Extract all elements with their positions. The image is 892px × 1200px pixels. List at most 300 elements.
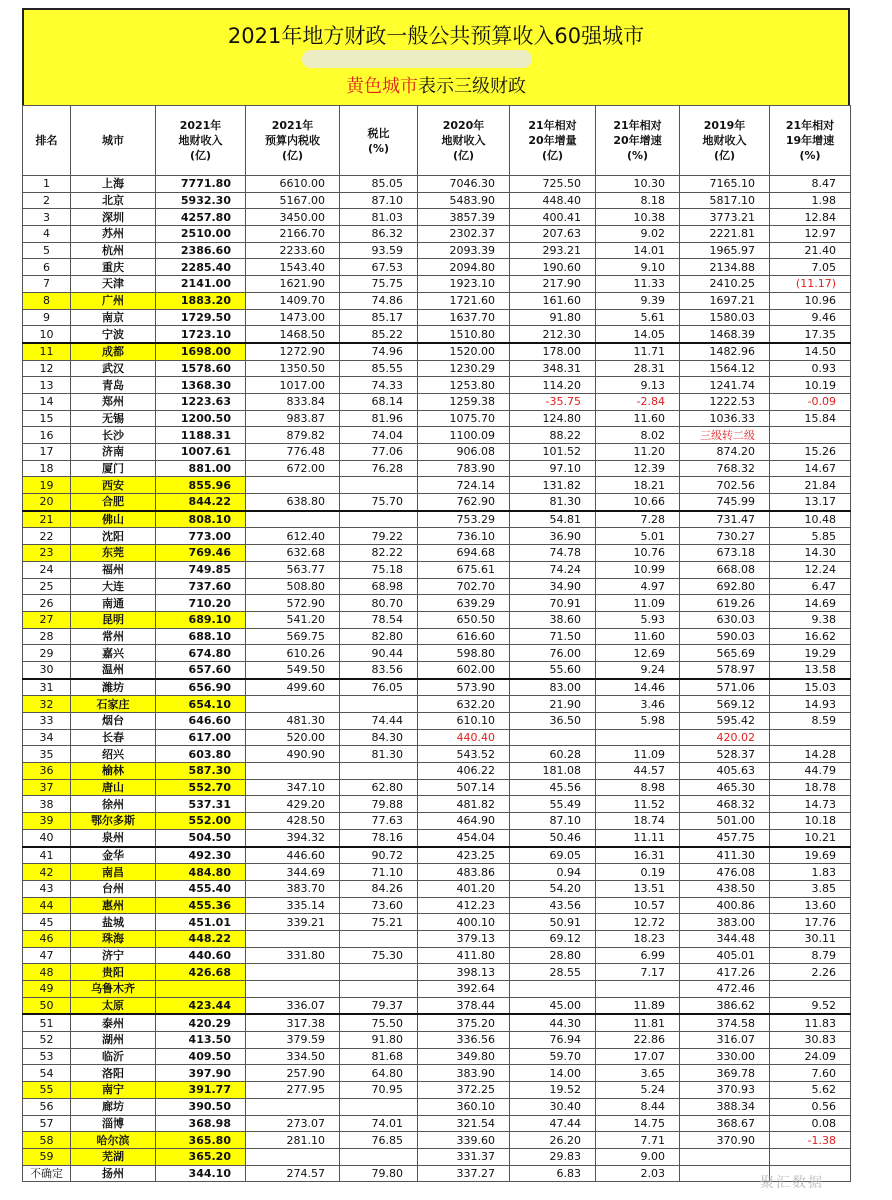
- table-row: [23, 209, 851, 226]
- cell-income-2019: 2134.88: [680, 259, 770, 276]
- cell-rank: 23: [23, 545, 71, 562]
- cell-tax-ratio: [340, 477, 418, 494]
- cell-rank: 25: [23, 578, 71, 595]
- cell-rank: 38: [23, 796, 71, 813]
- cell-increase-vs-2020: 74.78: [510, 545, 596, 562]
- cell-rank: 39: [23, 813, 71, 830]
- cell-tax-2021: 610.26: [246, 645, 340, 662]
- cell-income-2019: 383.00: [680, 914, 770, 931]
- cell-income-2019: 731.47: [680, 511, 770, 528]
- cell-income-2019: 370.90: [680, 1132, 770, 1149]
- cell-tax-2021: 257.90: [246, 1065, 340, 1082]
- cell-income-2020: 339.60: [418, 1132, 510, 1149]
- cell-tax-ratio: 83.56: [340, 661, 418, 678]
- cell-rank: 30: [23, 661, 71, 678]
- cell-increase-vs-2020: 190.60: [510, 259, 596, 276]
- cell-tax-ratio: 81.30: [340, 746, 418, 763]
- cell-increase-vs-2020: 29.83: [510, 1148, 596, 1165]
- table-row: [23, 427, 851, 444]
- cell-tax-ratio: 76.85: [340, 1132, 418, 1149]
- table-row: [23, 176, 851, 193]
- cell-growth-vs-2019: 3.85: [770, 880, 851, 897]
- cell-income-2019: 619.26: [680, 595, 770, 612]
- cell-growth-vs-2019: 5.85: [770, 528, 851, 545]
- cell-increase-vs-2020: 725.50: [510, 176, 596, 193]
- cell-growth-vs-2019: 9.38: [770, 611, 851, 628]
- cell-tax-ratio: 75.30: [340, 947, 418, 964]
- cell-increase-vs-2020: [510, 729, 596, 746]
- cell-city: 湖州: [71, 1032, 156, 1049]
- table-body: [23, 176, 851, 1182]
- column-header-growth-vs-2019: 21年相对 19年增速 (%): [770, 106, 851, 176]
- cell-growth-vs-2019: 30.83: [770, 1032, 851, 1049]
- cell-tax-2021: 429.20: [246, 796, 340, 813]
- cell-rank: 31: [23, 679, 71, 696]
- cell-income-2021: 484.80: [156, 864, 246, 881]
- table-row: [23, 864, 851, 881]
- cell-rank: 27: [23, 611, 71, 628]
- cell-income-2019: 400.86: [680, 897, 770, 914]
- column-header-tax-ratio: 税比 (%): [340, 106, 418, 176]
- cell-income-2020: 507.14: [418, 779, 510, 796]
- cell-income-2019: 476.08: [680, 864, 770, 881]
- cell-growth-vs-2019: 13.58: [770, 661, 851, 678]
- cell-income-2021: 440.60: [156, 947, 246, 964]
- cell-increase-vs-2020: 114.20: [510, 377, 596, 394]
- cell-city: 南京: [71, 309, 156, 326]
- cell-income-2021: 689.10: [156, 611, 246, 628]
- cell-tax-ratio: 75.21: [340, 914, 418, 931]
- cell-rank: 58: [23, 1132, 71, 1149]
- column-header-city: 城市: [71, 106, 156, 176]
- cell-increase-vs-2020: 124.80: [510, 410, 596, 427]
- cell-income-2021: 617.00: [156, 729, 246, 746]
- blurred-overlay: [302, 50, 532, 68]
- cell-tax-ratio: 74.01: [340, 1115, 418, 1132]
- cell-income-2019: 745.99: [680, 494, 770, 511]
- cell-rank: 45: [23, 914, 71, 931]
- cell-growth-vs-2020: 11.09: [596, 595, 680, 612]
- cell-growth-vs-2020: 10.66: [596, 494, 680, 511]
- cell-tax-ratio: 74.04: [340, 427, 418, 444]
- cell-income-2020: 336.56: [418, 1032, 510, 1049]
- cell-tax-2021: 983.87: [246, 410, 340, 427]
- table-row: [23, 1048, 851, 1065]
- cell-growth-vs-2020: 14.01: [596, 242, 680, 259]
- cell-tax-ratio: 86.32: [340, 226, 418, 243]
- cell-income-2019: 501.00: [680, 813, 770, 830]
- cell-rank: 12: [23, 360, 71, 377]
- cell-tax-ratio: 79.80: [340, 1165, 418, 1182]
- cell-income-2019: 330.00: [680, 1048, 770, 1065]
- cell-income-2021: 7771.80: [156, 176, 246, 193]
- cell-tax-ratio: 81.03: [340, 209, 418, 226]
- cell-tax-ratio: 84.26: [340, 880, 418, 897]
- cell-growth-vs-2020: 7.28: [596, 511, 680, 528]
- cell-rank: 7: [23, 276, 71, 293]
- cell-growth-vs-2020: 17.07: [596, 1048, 680, 1065]
- cell-income-2019: 1697.21: [680, 292, 770, 309]
- cell-growth-vs-2020: 9.10: [596, 259, 680, 276]
- cell-city: 珠海: [71, 930, 156, 947]
- cell-increase-vs-2020: 0.94: [510, 864, 596, 881]
- cell-rank: 9: [23, 309, 71, 326]
- cell-growth-vs-2019: [770, 1148, 851, 1165]
- cell-tax-ratio: 85.22: [340, 326, 418, 343]
- cell-tax-2021: 879.82: [246, 427, 340, 444]
- cell-income-2020: 400.10: [418, 914, 510, 931]
- cell-income-2020: 411.80: [418, 947, 510, 964]
- cell-city: 郑州: [71, 393, 156, 410]
- cell-tax-2021: 6610.00: [246, 176, 340, 193]
- cell-income-2020: 337.27: [418, 1165, 510, 1182]
- table-row: [23, 377, 851, 394]
- table-row: [23, 930, 851, 947]
- cell-income-2021: 4257.80: [156, 209, 246, 226]
- column-header-income-2019: 2019年 地财收入 (亿): [680, 106, 770, 176]
- cell-rank: 10: [23, 326, 71, 343]
- table-row: [23, 897, 851, 914]
- table-row: [23, 1132, 851, 1149]
- cell-income-2020: 724.14: [418, 477, 510, 494]
- cell-growth-vs-2020: 3.46: [596, 696, 680, 713]
- cell-growth-vs-2019: 8.59: [770, 713, 851, 730]
- table-row: [23, 997, 851, 1014]
- table-row: [23, 226, 851, 243]
- cell-rank: 18: [23, 460, 71, 477]
- cell-growth-vs-2020: 0.19: [596, 864, 680, 881]
- cell-rank: 19: [23, 477, 71, 494]
- cell-income-2019: 578.97: [680, 661, 770, 678]
- cell-tax-ratio: 74.44: [340, 713, 418, 730]
- cell-income-2019: 768.32: [680, 460, 770, 477]
- cell-city: 大连: [71, 578, 156, 595]
- cell-income-2020: 702.70: [418, 578, 510, 595]
- cell-city: 佛山: [71, 511, 156, 528]
- cell-income-2021: 344.10: [156, 1165, 246, 1182]
- cell-tax-ratio: 77.63: [340, 813, 418, 830]
- cell-income-2021: 448.22: [156, 930, 246, 947]
- cell-tax-ratio: 75.18: [340, 561, 418, 578]
- cell-income-2020: 5483.90: [418, 192, 510, 209]
- cell-rank: 6: [23, 259, 71, 276]
- cell-income-2019: 405.01: [680, 947, 770, 964]
- cell-income-2020: 406.22: [418, 763, 510, 780]
- cell-growth-vs-2020: 7.17: [596, 964, 680, 981]
- cell-rank: 5: [23, 242, 71, 259]
- cell-city: 哈尔滨: [71, 1132, 156, 1149]
- cell-tax-ratio: 75.70: [340, 494, 418, 511]
- cell-growth-vs-2020: 14.05: [596, 326, 680, 343]
- table-header-row: [23, 106, 851, 176]
- cell-tax-ratio: 70.95: [340, 1082, 418, 1099]
- cell-increase-vs-2020: 348.31: [510, 360, 596, 377]
- cell-growth-vs-2020: 10.30: [596, 176, 680, 193]
- table-row: [23, 1165, 851, 1182]
- cell-tax-ratio: 77.06: [340, 444, 418, 461]
- cell-tax-2021: 776.48: [246, 444, 340, 461]
- cell-growth-vs-2020: 18.74: [596, 813, 680, 830]
- cell-growth-vs-2019: 7.05: [770, 259, 851, 276]
- cell-tax-ratio: 85.17: [340, 309, 418, 326]
- cell-income-2019: 316.07: [680, 1032, 770, 1049]
- cell-income-2020: 762.90: [418, 494, 510, 511]
- cell-rank: 14: [23, 393, 71, 410]
- cell-income-2020: 331.37: [418, 1148, 510, 1165]
- cell-city: 盐城: [71, 914, 156, 931]
- ranking-table: [22, 105, 851, 1182]
- cell-growth-vs-2020: 8.44: [596, 1098, 680, 1115]
- cell-income-2021: 656.90: [156, 679, 246, 696]
- cell-income-2020: 372.25: [418, 1082, 510, 1099]
- cell-tax-ratio: 90.72: [340, 847, 418, 864]
- cell-tax-2021: [246, 696, 340, 713]
- cell-city: 常州: [71, 628, 156, 645]
- cell-rank: 8: [23, 292, 71, 309]
- cell-income-2019: 374.58: [680, 1014, 770, 1031]
- cell-city: 东莞: [71, 545, 156, 562]
- cell-increase-vs-2020: 76.00: [510, 645, 596, 662]
- cell-tax-2021: [246, 981, 340, 998]
- cell-income-2020: 2094.80: [418, 259, 510, 276]
- cell-city: 厦门: [71, 460, 156, 477]
- cell-growth-vs-2020: 14.46: [596, 679, 680, 696]
- table-row: [23, 276, 851, 293]
- cell-city: 济宁: [71, 947, 156, 964]
- cell-income-2021: 1578.60: [156, 360, 246, 377]
- cell-city: 长春: [71, 729, 156, 746]
- cell-tax-2021: 481.30: [246, 713, 340, 730]
- cell-increase-vs-2020: 69.12: [510, 930, 596, 947]
- cell-income-2021: 365.20: [156, 1148, 246, 1165]
- cell-growth-vs-2019: 21.84: [770, 477, 851, 494]
- cell-rank: 43: [23, 880, 71, 897]
- cell-increase-vs-2020: 44.30: [510, 1014, 596, 1031]
- cell-income-2020: 464.90: [418, 813, 510, 830]
- cell-city: 芜湖: [71, 1148, 156, 1165]
- cell-growth-vs-2019: 17.76: [770, 914, 851, 931]
- cell-city: 广州: [71, 292, 156, 309]
- cell-growth-vs-2020: -2.84: [596, 393, 680, 410]
- cell-growth-vs-2020: 2.03: [596, 1165, 680, 1182]
- cell-city: 嘉兴: [71, 645, 156, 662]
- cell-income-2021: 646.60: [156, 713, 246, 730]
- cell-income-2021: 420.29: [156, 1014, 246, 1031]
- cell-income-2021: 710.20: [156, 595, 246, 612]
- cell-growth-vs-2020: 9.39: [596, 292, 680, 309]
- cell-tax-ratio: 91.80: [340, 1032, 418, 1049]
- cell-rank: 34: [23, 729, 71, 746]
- cell-income-2019: 370.93: [680, 1082, 770, 1099]
- cell-growth-vs-2019: 10.48: [770, 511, 851, 528]
- cell-growth-vs-2020: 5.24: [596, 1082, 680, 1099]
- cell-income-2019: 1564.12: [680, 360, 770, 377]
- cell-city: 鄂尔多斯: [71, 813, 156, 830]
- subtitle-highlight: 黄色城市: [346, 76, 418, 97]
- table-row: [23, 947, 851, 964]
- cell-tax-2021: 833.84: [246, 393, 340, 410]
- cell-income-2021: 1007.61: [156, 444, 246, 461]
- table-row: [23, 746, 851, 763]
- cell-growth-vs-2019: 8.47: [770, 176, 851, 193]
- cell-growth-vs-2019: 0.08: [770, 1115, 851, 1132]
- cell-income-2020: 481.82: [418, 796, 510, 813]
- table-row: [23, 192, 851, 209]
- cell-income-2021: 2141.00: [156, 276, 246, 293]
- cell-growth-vs-2020: 11.11: [596, 829, 680, 846]
- cell-income-2021: 552.70: [156, 779, 246, 796]
- cell-increase-vs-2020: 293.21: [510, 242, 596, 259]
- cell-income-2021: 769.46: [156, 545, 246, 562]
- cell-increase-vs-2020: -35.75: [510, 393, 596, 410]
- cell-tax-2021: [246, 1148, 340, 1165]
- cell-income-2021: 749.85: [156, 561, 246, 578]
- table-row: [23, 343, 851, 360]
- table-row: [23, 309, 851, 326]
- cell-increase-vs-2020: 60.28: [510, 746, 596, 763]
- cell-tax-ratio: 79.37: [340, 997, 418, 1014]
- cell-growth-vs-2020: 11.89: [596, 997, 680, 1014]
- cell-tax-ratio: 90.44: [340, 645, 418, 662]
- table-row: [23, 813, 851, 830]
- cell-growth-vs-2019: 10.21: [770, 829, 851, 846]
- cell-income-2020: 2302.37: [418, 226, 510, 243]
- cell-income-2019: 528.37: [680, 746, 770, 763]
- table-row: [23, 847, 851, 864]
- cell-income-2020: 454.04: [418, 829, 510, 846]
- cell-tax-2021: 2233.60: [246, 242, 340, 259]
- cell-rank: 37: [23, 779, 71, 796]
- cell-income-2020: 753.29: [418, 511, 510, 528]
- cell-city: 昆明: [71, 611, 156, 628]
- cell-growth-vs-2019: 16.62: [770, 628, 851, 645]
- cell-tax-2021: 347.10: [246, 779, 340, 796]
- cell-city: 烟台: [71, 713, 156, 730]
- cell-rank: 2: [23, 192, 71, 209]
- cell-tax-ratio: 82.22: [340, 545, 418, 562]
- cell-income-2020: 349.80: [418, 1048, 510, 1065]
- cell-income-2021: 657.60: [156, 661, 246, 678]
- cell-income-2019: 三级转二级: [680, 427, 770, 444]
- column-header-increase-vs-2020: 21年相对 20年增量 (亿): [510, 106, 596, 176]
- cell-increase-vs-2020: 59.70: [510, 1048, 596, 1065]
- cell-income-2019: [680, 1148, 770, 1165]
- cell-growth-vs-2019: 21.40: [770, 242, 851, 259]
- cell-tax-2021: 317.38: [246, 1014, 340, 1031]
- cell-city: 西安: [71, 477, 156, 494]
- cell-income-2021: 1200.50: [156, 410, 246, 427]
- cell-city: 淄博: [71, 1115, 156, 1132]
- cell-tax-ratio: 85.55: [340, 360, 418, 377]
- cell-increase-vs-2020: 45.56: [510, 779, 596, 796]
- page-title: 2021年地方财政一般公共预算收入60强城市: [227, 24, 645, 48]
- cell-income-2019: 405.63: [680, 763, 770, 780]
- table-row: [23, 477, 851, 494]
- cell-growth-vs-2019: 14.93: [770, 696, 851, 713]
- table-row: [23, 981, 851, 998]
- cell-city: 上海: [71, 176, 156, 193]
- cell-income-2019: 1580.03: [680, 309, 770, 326]
- cell-income-2019: 3773.21: [680, 209, 770, 226]
- cell-tax-ratio: 68.98: [340, 578, 418, 595]
- watermark: 聚汇数据: [760, 1175, 824, 1191]
- cell-increase-vs-2020: 30.40: [510, 1098, 596, 1115]
- cell-growth-vs-2020: 9.24: [596, 661, 680, 678]
- cell-income-2021: 455.40: [156, 880, 246, 897]
- cell-rank: 22: [23, 528, 71, 545]
- table-row: [23, 292, 851, 309]
- cell-income-2019: 386.62: [680, 997, 770, 1014]
- cell-growth-vs-2020: 11.20: [596, 444, 680, 461]
- table-row: [23, 696, 851, 713]
- cell-tax-2021: [246, 1098, 340, 1115]
- cell-income-2019: 417.26: [680, 964, 770, 981]
- cell-income-2020: 543.52: [418, 746, 510, 763]
- cell-city: 南昌: [71, 864, 156, 881]
- cell-income-2020: 375.20: [418, 1014, 510, 1031]
- cell-growth-vs-2019: (11.17): [770, 276, 851, 293]
- cell-increase-vs-2020: 55.60: [510, 661, 596, 678]
- table-row: [23, 1115, 851, 1132]
- cell-income-2020: 1923.10: [418, 276, 510, 293]
- cell-tax-ratio: 81.96: [340, 410, 418, 427]
- report-sheet: [22, 8, 850, 1182]
- cell-tax-ratio: 84.30: [340, 729, 418, 746]
- column-header-income-2020: 2020年 地财收入 (亿): [418, 106, 510, 176]
- cell-income-2021: 537.31: [156, 796, 246, 813]
- cell-income-2020: 675.61: [418, 561, 510, 578]
- cell-income-2019: 457.75: [680, 829, 770, 846]
- cell-growth-vs-2019: 9.46: [770, 309, 851, 326]
- table-row: [23, 528, 851, 545]
- cell-rank: 32: [23, 696, 71, 713]
- cell-increase-vs-2020: 448.40: [510, 192, 596, 209]
- cell-income-2020: 639.29: [418, 595, 510, 612]
- cell-income-2020: 392.64: [418, 981, 510, 998]
- table-row: [23, 393, 851, 410]
- cell-city: 南通: [71, 595, 156, 612]
- cell-income-2020: 3857.39: [418, 209, 510, 226]
- cell-increase-vs-2020: 19.52: [510, 1082, 596, 1099]
- table-row: [23, 511, 851, 528]
- cell-growth-vs-2019: 30.11: [770, 930, 851, 947]
- cell-tax-ratio: [340, 930, 418, 947]
- cell-rank: 54: [23, 1065, 71, 1082]
- column-header-growth-vs-2020: 21年相对 20年增速 (%): [596, 106, 680, 176]
- cell-increase-vs-2020: 43.56: [510, 897, 596, 914]
- cell-increase-vs-2020: 83.00: [510, 679, 596, 696]
- cell-income-2019: [680, 1165, 770, 1182]
- cell-income-2021: 808.10: [156, 511, 246, 528]
- cell-income-2019: 2221.81: [680, 226, 770, 243]
- cell-rank: 53: [23, 1048, 71, 1065]
- table-row: [23, 763, 851, 780]
- cell-rank: 49: [23, 981, 71, 998]
- cell-growth-vs-2019: 5.62: [770, 1082, 851, 1099]
- cell-income-2020: 906.08: [418, 444, 510, 461]
- cell-income-2019: 673.18: [680, 545, 770, 562]
- cell-income-2019: 388.34: [680, 1098, 770, 1115]
- cell-tax-ratio: 74.96: [340, 343, 418, 360]
- cell-tax-2021: 1409.70: [246, 292, 340, 309]
- table-row: [23, 242, 851, 259]
- cell-increase-vs-2020: 54.81: [510, 511, 596, 528]
- cell-rank: 11: [23, 343, 71, 360]
- cell-income-2021: 2510.00: [156, 226, 246, 243]
- cell-increase-vs-2020: 28.55: [510, 964, 596, 981]
- cell-city: 深圳: [71, 209, 156, 226]
- cell-increase-vs-2020: 76.94: [510, 1032, 596, 1049]
